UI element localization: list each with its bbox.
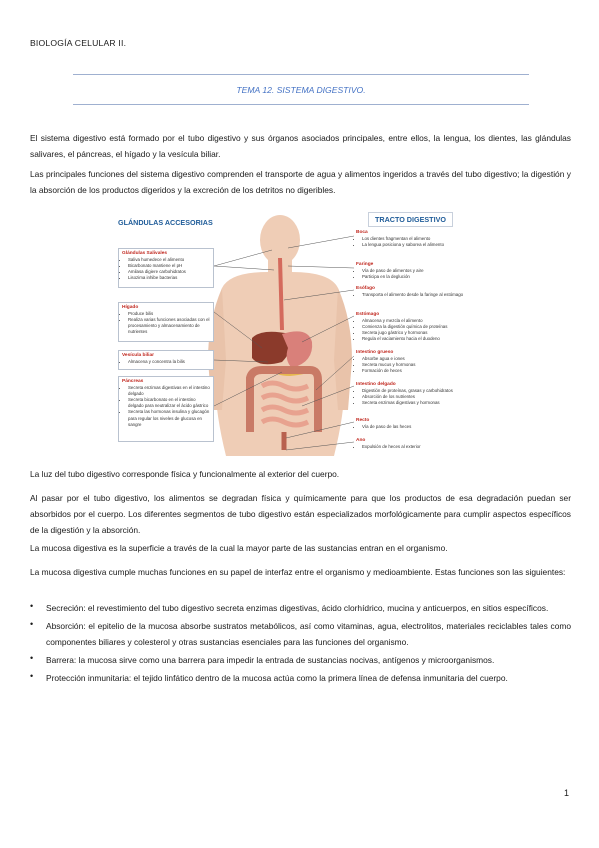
paragraph-degradation: Al pasar por el tubo digestivo, los alimentos se degradan física y químicamente para que los productos de esa degradación puedan ser absorbidos por el cuerpo. Los diferentes segmentos de tubo digestivo están especializados morfológicamente para cumplir aspectos específicos de la digestión y la absorción. — [30, 493, 571, 535]
tract-group-large-intestine — [356, 350, 492, 374]
list-item: • Vía de paso de alimentos y aire — [362, 268, 492, 274]
group-heading: Ano — [356, 438, 366, 443]
chapter-rule-bottom — [73, 104, 529, 105]
list-item — [30, 670, 571, 686]
page-number: 1 — [563, 788, 569, 798]
group-heading: Recto — [356, 418, 370, 423]
tract-group-anus — [356, 438, 492, 450]
paragraph-intro: El sistema digestivo está formado por el tubo digestivo y sus órganos asociados principales, entre ellos, la lengua, los dientes, las glándulas salivares, el páncreas, el hígado y la vesícula biliar. — [30, 133, 571, 159]
chapter-title: TEMA 12. SISTEMA DIGESTIVO. — [236, 85, 366, 95]
list-item: • Absorbe agua e iones — [362, 356, 492, 362]
list-item: • Realiza varias funciones asociadas con el procesamiento y almacenamiento de nutrientes — [128, 317, 210, 335]
course-header: BIOLOGÍA CELULAR II. — [30, 38, 127, 48]
box-heading: Vesícula biliar — [122, 353, 154, 358]
esophagus — [280, 258, 282, 330]
bullet-icon: • — [30, 653, 34, 663]
list-item: • Vía de paso de las heces — [362, 424, 492, 430]
bullet-icon: • — [30, 619, 34, 629]
tract-group-stomach — [356, 312, 492, 342]
paragraph-lumen: La luz del tubo digestivo corresponde física y funcionalmente al exterior del cuerpo. — [30, 469, 340, 479]
box-heading: Glándulas Salivales — [122, 251, 168, 256]
list-item: • Secreta las hormonas insulina y glucagón para regular los niveles de glucosa en sangre — [128, 409, 210, 427]
digestive-tract-title: TRACTO DIGESTIVO — [368, 212, 453, 227]
list-item: • Transporta el alimento desde la faringe al estómago — [362, 292, 492, 298]
list-item — [30, 618, 571, 650]
bullet-text: Protección inmunitaria: el tejido linfático dentro de la mucosa actúa como la primera línea de defensa inmunitaria del cuerpo. — [46, 673, 508, 683]
list-item: • Expulsión de heces al exterior — [362, 444, 492, 450]
list-item: • Comienza la digestión química de proteínas — [362, 324, 492, 330]
list-item: • Bicarbonato mantiene el pH — [128, 263, 210, 269]
list-item: • La lengua posiciona y saborea el alimento — [362, 242, 492, 248]
list-item: • Absorción de los nutrientes — [362, 394, 492, 400]
tract-group-pharynx — [356, 262, 492, 280]
box-heading: Hígado — [122, 305, 139, 310]
group-heading: Faringe — [356, 262, 374, 267]
group-heading: Intestino delgado — [356, 382, 396, 387]
list-item: • Secreta bicarbonato en el intestino delgado para neutralizar el ácido gástrico — [128, 397, 210, 409]
accessory-glands-title: GLÁNDULAS ACCESORIAS — [118, 218, 213, 227]
mucosa-functions-list — [30, 600, 571, 688]
bullet-text: Secreción: el revestimiento del tubo digestivo secreta enzimas digestivas, ácido clorhídrico, mucina y anticuerpos, en sitios específicos. — [46, 603, 549, 613]
chapter-rule-top — [73, 74, 529, 75]
group-heading: Estómago — [356, 312, 380, 317]
tract-group-esophagus — [356, 286, 492, 298]
gallbladder-box — [118, 350, 214, 370]
list-item: • Secreta jugo gástrico y hormonas — [362, 330, 492, 336]
list-item: • Regula el vaciamiento hacia el duodeno — [362, 336, 492, 342]
tract-group-rectum — [356, 418, 492, 430]
group-heading: Esófago — [356, 286, 375, 291]
paragraph-functions: Las principales funciones del sistema digestivo comprenden el transporte de agua y alimentos ingeridos a través del tubo digestivo; la digestión y la absorción de los productos digeridos y la excreción de los detritos no digeribles. — [30, 169, 571, 195]
list-item: • Secreta enzimas digestivas y hormonas — [362, 400, 492, 406]
list-item: • Secreta enzimas digestivas en el intestino delgado — [128, 385, 210, 397]
list-item: • Los dientes fragmentan el alimento — [362, 236, 492, 242]
list-item: • Almacena y mezcla el alimento — [362, 318, 492, 324]
paragraph-mucosa-functions: La mucosa digestiva cumple muchas funciones en su papel de interfaz entre el organismo y medioambiente. Estas funciones son las siguientes: — [30, 567, 566, 577]
bullet-icon: • — [30, 671, 34, 681]
paragraph-mucosa: La mucosa digestiva es la superficie a través de la cual la mayor parte de las sustancias entran en el organismo. — [30, 543, 448, 553]
list-item — [30, 652, 571, 668]
bullet-icon: • — [30, 601, 34, 611]
salivary-glands-box — [118, 248, 214, 288]
list-item: • Formación de heces — [362, 368, 492, 374]
list-item: • Almacena y concentra la bilis — [128, 359, 210, 365]
box-heading: Páncreas — [122, 379, 144, 384]
tract-group-small-intestine — [356, 382, 492, 406]
tract-group-mouth — [356, 230, 492, 248]
list-item: • Amilasa digiere carbohidratos — [128, 269, 210, 275]
list-item: • Lisozima inhibe bacterias — [128, 275, 210, 281]
liver-box — [118, 302, 214, 342]
bullet-text: Barrera: la mucosa sirve como una barrera para impedir la entrada de sustancias nocivas, antígenos y microorganismos. — [46, 655, 495, 665]
list-item: • Digestión de proteínas, grasas y carbohidratos — [362, 388, 492, 394]
list-item: • Saliva humedece el alimento — [128, 257, 210, 263]
bullet-text: Absorción: el epitelio de la mucosa absorbe sustratos metabólicos, así como vitaminas, agua, electrolitos, materiales reciclables tales como componentes biliares y colesterol y otras sustancias esenciales para las funciones del organismo. — [46, 621, 571, 647]
group-heading: Boca — [356, 230, 368, 235]
list-item: • Produce bilis — [128, 311, 210, 317]
list-item — [30, 600, 571, 616]
pancreas-box — [118, 376, 214, 442]
list-item: • Participa en la deglución — [362, 274, 492, 280]
digestive-system-figure — [112, 210, 492, 458]
group-heading: Intestino grueso — [356, 350, 394, 355]
list-item: • Secreta mucus y hormonas — [362, 362, 492, 368]
